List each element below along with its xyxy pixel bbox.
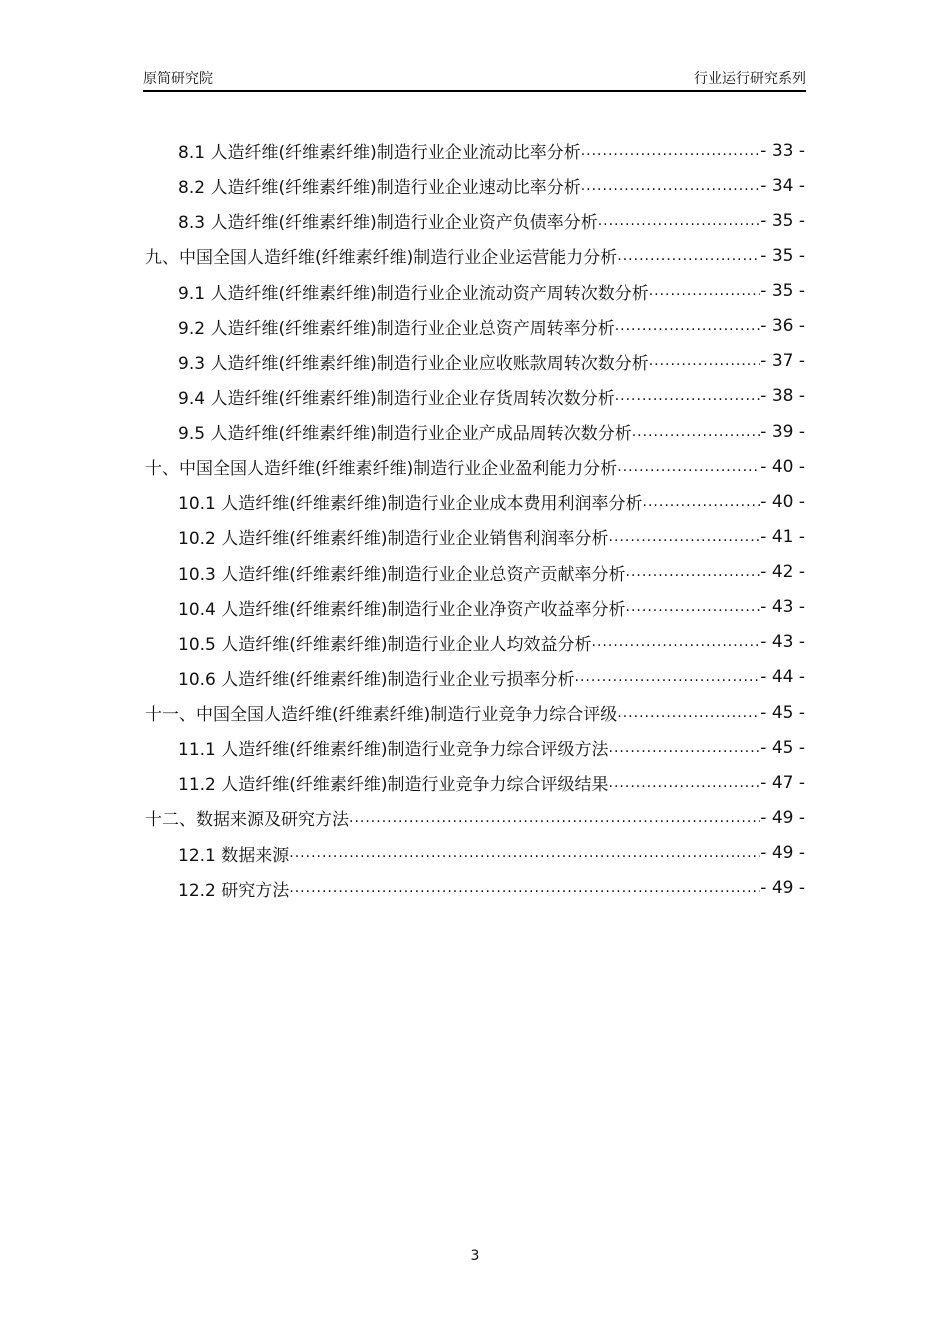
toc-entry-page: - 45 - bbox=[760, 702, 805, 723]
toc-leader-dots bbox=[592, 634, 761, 650]
toc-entry-title: 9.2 人造纤维(纤维素纤维)制造行业企业总资产周转率分析 bbox=[178, 318, 615, 339]
toc-leader-dots bbox=[626, 599, 761, 615]
toc-entry-page: - 49 - bbox=[760, 843, 805, 864]
toc-entry[interactable] bbox=[145, 414, 805, 449]
toc-entry[interactable] bbox=[145, 344, 805, 379]
toc-entry-page: - 49 - bbox=[760, 807, 805, 828]
toc-entry-page: - 43 - bbox=[760, 597, 805, 618]
toc-entry[interactable] bbox=[145, 765, 805, 800]
toc-leader-dots bbox=[617, 459, 760, 475]
toc-entry[interactable] bbox=[145, 519, 805, 554]
toc-entry-title: 11.1 人造纤维(纤维素纤维)制造行业竞争力综合评级方法 bbox=[178, 740, 609, 761]
toc-leader-dots bbox=[609, 740, 761, 756]
toc-entry-title: 十一、中国全国人造纤维(纤维素纤维)制造行业竞争力综合评级 bbox=[145, 705, 618, 726]
toc-entry-title: 10.1 人造纤维(纤维素纤维)制造行业企业成本费用利润率分析 bbox=[178, 494, 643, 515]
toc-leader-dots bbox=[632, 424, 761, 440]
toc-entry-title: 8.2 人造纤维(纤维素纤维)制造行业企业速动比率分析 bbox=[178, 178, 581, 199]
toc-leader-dots bbox=[289, 880, 760, 896]
toc-leader-dots bbox=[615, 388, 761, 404]
page-header bbox=[143, 66, 806, 92]
toc-entry-page: - 33 - bbox=[760, 140, 805, 161]
toc-entry[interactable] bbox=[145, 555, 805, 590]
toc-leader-dots bbox=[581, 143, 761, 159]
toc-entry-page: - 37 - bbox=[760, 351, 805, 372]
toc-leader-dots bbox=[609, 775, 761, 791]
toc-entry-page: - 39 - bbox=[760, 421, 805, 442]
toc-entry[interactable] bbox=[145, 836, 805, 871]
toc-entry-page: - 35 - bbox=[760, 210, 805, 231]
header-series: 行业运行研究系列 bbox=[694, 71, 806, 87]
toc-leader-dots bbox=[598, 213, 761, 229]
toc-entry[interactable] bbox=[145, 730, 805, 765]
toc-leader-dots bbox=[289, 845, 760, 861]
table-of-contents bbox=[145, 133, 805, 906]
toc-entry[interactable] bbox=[145, 695, 805, 730]
toc-entry-page: - 47 - bbox=[760, 772, 805, 793]
toc-entry-title: 12.1 数据来源 bbox=[178, 845, 290, 866]
toc-entry-title: 10.4 人造纤维(纤维素纤维)制造行业企业净资产收益率分析 bbox=[178, 599, 626, 620]
toc-entry-title: 9.5 人造纤维(纤维素纤维)制造行业企业产成品周转次数分析 bbox=[178, 424, 632, 445]
toc-entry-title: 10.2 人造纤维(纤维素纤维)制造行业企业销售利润率分析 bbox=[178, 529, 609, 550]
toc-entry-title: 11.2 人造纤维(纤维素纤维)制造行业竞争力综合评级结果 bbox=[178, 775, 609, 796]
toc-entry-title: 8.3 人造纤维(纤维素纤维)制造行业企业资产负债率分析 bbox=[178, 213, 598, 234]
toc-entry-page: - 35 - bbox=[760, 245, 805, 266]
toc-entry-title: 十、中国全国人造纤维(纤维素纤维)制造行业企业盈利能力分析 bbox=[145, 459, 618, 480]
toc-entry-page: - 45 - bbox=[760, 737, 805, 758]
toc-entry[interactable] bbox=[145, 660, 805, 695]
toc-entry-title: 9.1 人造纤维(纤维素纤维)制造行业企业流动资产周转次数分析 bbox=[178, 283, 649, 304]
toc-entry-title: 9.3 人造纤维(纤维素纤维)制造行业企业应收账款周转次数分析 bbox=[178, 353, 649, 374]
toc-entry[interactable] bbox=[145, 309, 805, 344]
toc-entry[interactable] bbox=[145, 203, 805, 238]
toc-leader-dots bbox=[649, 283, 761, 299]
toc-entry-title: 10.5 人造纤维(纤维素纤维)制造行业企业人均效益分析 bbox=[178, 634, 592, 655]
toc-entry-title: 九、中国全国人造纤维(纤维素纤维)制造行业企业运营能力分析 bbox=[145, 248, 618, 269]
toc-entry-page: - 40 - bbox=[760, 491, 805, 512]
header-org: 原简研究院 bbox=[143, 71, 213, 87]
toc-leader-dots bbox=[649, 353, 761, 369]
toc-entry-title: 8.1 人造纤维(纤维素纤维)制造行业企业流动比率分析 bbox=[178, 143, 581, 164]
toc-entry-page: - 35 - bbox=[760, 281, 805, 302]
toc-entry-page: - 34 - bbox=[760, 175, 805, 196]
toc-entry[interactable] bbox=[145, 238, 805, 273]
toc-entry[interactable] bbox=[145, 484, 805, 519]
toc-entry[interactable] bbox=[145, 625, 805, 660]
toc-entry[interactable] bbox=[145, 168, 805, 203]
toc-entry[interactable] bbox=[145, 590, 805, 625]
toc-leader-dots bbox=[617, 248, 760, 264]
toc-entry-title: 12.2 研究方法 bbox=[178, 880, 290, 901]
toc-entry[interactable] bbox=[145, 133, 805, 168]
toc-entry-page: - 49 - bbox=[760, 878, 805, 899]
toc-entry-page: - 43 - bbox=[760, 632, 805, 653]
toc-leader-dots bbox=[349, 810, 760, 826]
toc-leader-dots bbox=[581, 178, 761, 194]
toc-entry-title: 10.3 人造纤维(纤维素纤维)制造行业企业总资产贡献率分析 bbox=[178, 564, 626, 585]
toc-entry-page: - 36 - bbox=[760, 316, 805, 337]
toc-entry[interactable] bbox=[145, 871, 805, 906]
toc-entry-page: - 44 - bbox=[760, 667, 805, 688]
toc-leader-dots bbox=[643, 494, 761, 510]
toc-leader-dots bbox=[626, 564, 761, 580]
toc-entry[interactable] bbox=[145, 274, 805, 309]
toc-leader-dots bbox=[575, 669, 761, 685]
toc-entry[interactable] bbox=[145, 379, 805, 414]
toc-entry-page: - 41 - bbox=[760, 526, 805, 547]
toc-entry[interactable] bbox=[145, 449, 805, 484]
page-number: 3 bbox=[470, 1248, 480, 1264]
toc-leader-dots bbox=[609, 529, 761, 545]
toc-entry[interactable] bbox=[145, 800, 805, 835]
toc-entry-page: - 40 - bbox=[760, 456, 805, 477]
toc-entry-title: 10.6 人造纤维(纤维素纤维)制造行业企业亏损率分析 bbox=[178, 669, 575, 690]
toc-entry-page: - 38 - bbox=[760, 386, 805, 407]
toc-entry-title: 十二、数据来源及研究方法 bbox=[145, 810, 349, 831]
toc-leader-dots bbox=[617, 705, 760, 721]
toc-entry-title: 9.4 人造纤维(纤维素纤维)制造行业企业存货周转次数分析 bbox=[178, 388, 615, 409]
toc-leader-dots bbox=[615, 318, 761, 334]
toc-entry-page: - 42 - bbox=[760, 562, 805, 583]
